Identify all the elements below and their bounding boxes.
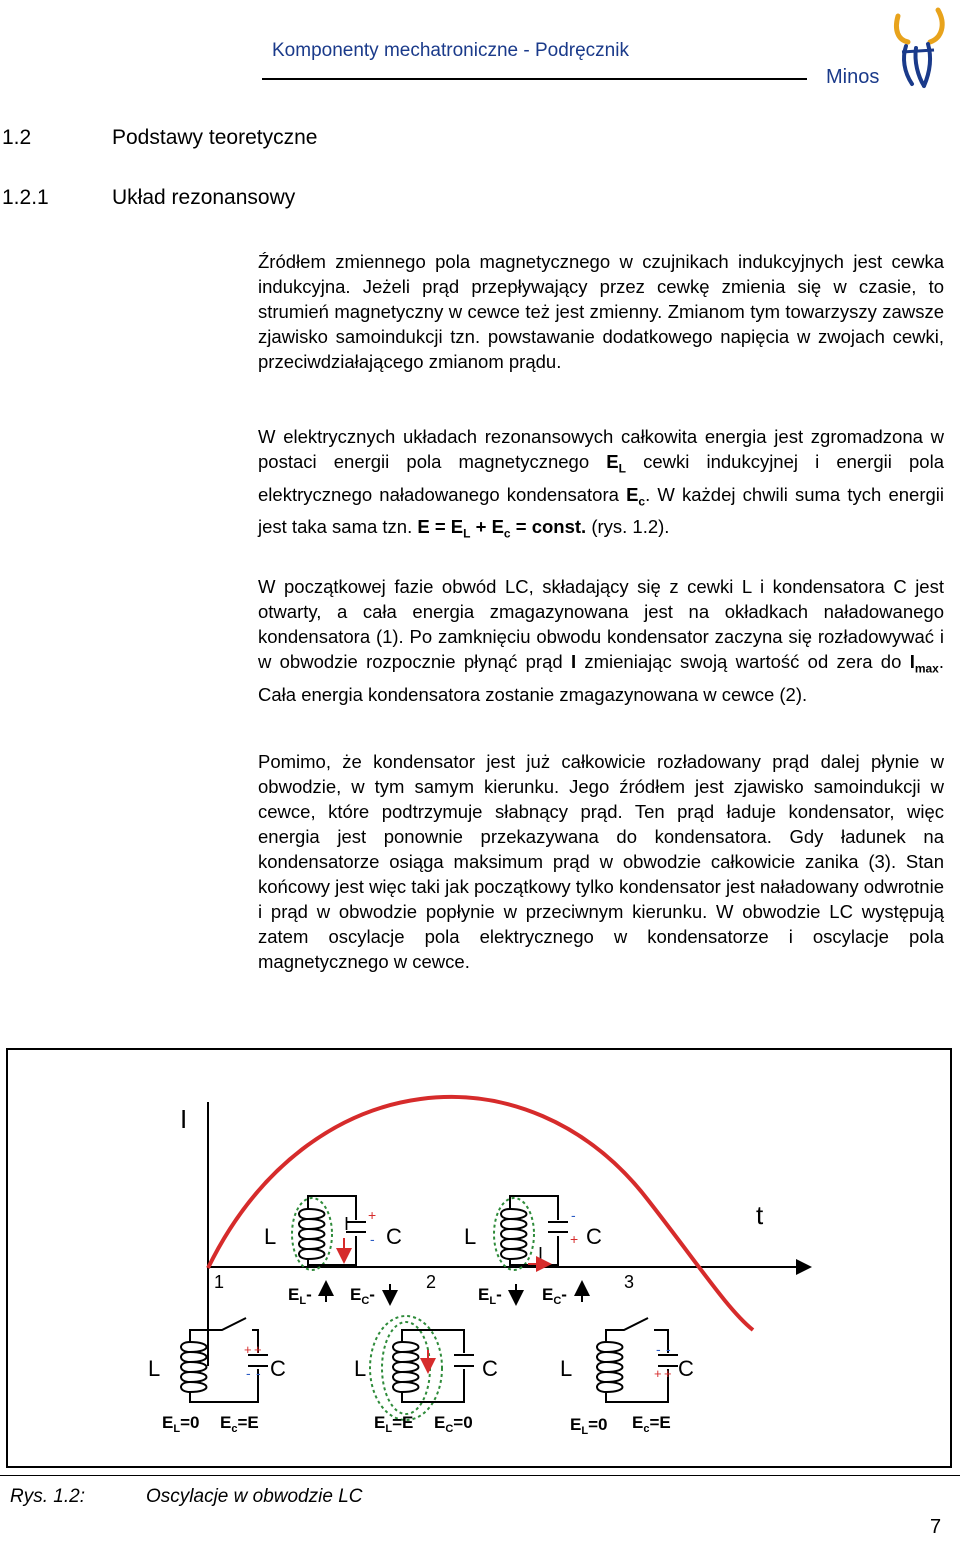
b3-minus-1: - [656,1341,661,1357]
b2-c-label: C [482,1356,498,1381]
mid2-l-label: L [464,1224,477,1249]
b3-c-label: C [678,1356,694,1381]
section-number: 1.2 [2,126,32,149]
paragraph-3: W początkowej fazie obwód LC, składający się z cewki L i kondensatora C jest otwarty, a cała energia zmagazynowana jest na okładkach naładowanego kondensatora (1). Po zamknięciu obwodu kondensator zaczyna się rozładowywać i w obwodzie rozpocznie płynąć prąd I zmieniając swoją wartość od zera do $I_{max}$. Cała energia kondensatora zostanie zmagazynowana w cewce (2). [258,576,944,705]
point-label-2: 2 [426,1272,437,1292]
b1-plus-1: + [244,1342,252,1357]
b3-plus-1: + [654,1366,662,1381]
b1-c-label: C [270,1356,286,1381]
header-rule [262,78,807,80]
lc-oscillation-diagram [8,1050,950,1466]
mid1-plus: + [368,1207,377,1223]
b1-ec-label: $E_c=E$ [220,1413,259,1435]
axis-t-label: t [756,1200,764,1230]
mid1-ec-label: $E_C-$ [350,1285,375,1307]
b1-el-label: $E_L=0$ [162,1413,200,1435]
mid-circuit-1 [264,1196,402,1307]
b1-plus-2: + [254,1342,262,1357]
mid-circuit-2 [464,1196,602,1307]
b2-ec-label: $E_C=0$ [434,1413,473,1435]
document-header-brand: Minos [826,66,880,88]
b3-plus-2: + [664,1366,672,1381]
point-label-1: 1 [214,1272,225,1292]
bottom-circuit-2 [354,1316,498,1435]
mid2-ec-label: $E_C-$ [542,1285,567,1307]
b2-l-label: L [354,1356,367,1381]
figure-lc-oscillation [6,1048,952,1468]
page-number: 7 [930,1516,942,1538]
mid1-c-label: C [386,1224,402,1249]
mid1-l-label: L [264,1224,277,1249]
bottom-circuit-3 [560,1318,694,1437]
mid2-minus: - [571,1207,576,1223]
mid2-plus: + [570,1231,579,1247]
section-title: Podstawy teoretyczne [112,126,318,149]
subsection-title: Układ rezonansowy [112,186,296,209]
mid1-minus: - [370,1231,375,1247]
paragraph-1: Źródłem zmiennego pola magnetycznego w czujnikach indukcyjnych jest cewka indukcyjna. Jeżeli prąd przepływający przez cewkę zmienia się w czasie, to strumień magnetyczny w cewce też jest zmienny. Zmianom tym towarzyszy zawsze zjawisko samoindukcji tzn. powstawanie dodatkowego napięcia w zwojach cewki, przeciwdziałającego zmianom prądu. [258,251,944,372]
paragraph-4: Pomimo, że kondensator jest już całkowicie rozładowany prąd dalej płynie w obwodzie, w tym samym kierunku. Jego źródłem jest zjawisko samoindukcji w cewce, które podtrzymuje słabnący prąd. Ten prąd ładuje kondensator, więc energia jest ponownie przekazywana do kondensatora. Gdy ładunek na kondensatorze osiąga maksimum prąd w obwodzie całkowicie zanika (3). Stan końcowy jest więc taki jak początkowy tylko kondensator jest naładowany odwrotnie i prąd w obwodzie popłynie w przeciwnym kierunku. W obwodzie LC występują zatem oscylacje pola elektrycznego w kondensatorze i oscylacje pola magnetycznego w cewce. [258,751,944,972]
b1-minus-1: - [246,1365,251,1381]
mid2-c-label: C [586,1224,602,1249]
b1-l-label: L [148,1356,161,1381]
mid2-el-label: $E_L-$ [478,1285,502,1307]
subsection-heading [2,186,702,214]
caption-rule [0,1475,960,1476]
b3-l-label: L [560,1356,573,1381]
figure-caption-number: Rys. 1.2: [10,1486,85,1507]
mid1-el-label: $E_L-$ [288,1285,312,1307]
bottom-circuit-1 [148,1318,286,1435]
figure-caption-text: Oscylacje w obwodzie LC [146,1486,363,1507]
b3-el-label: $E_L=0$ [570,1415,608,1437]
mid1-i-label: I [344,1214,350,1234]
document-header-title: Komponenty mechatroniczne - Podręcznik [272,40,629,61]
subsection-number: 1.2.1 [2,186,49,209]
mid2-i-label: I [538,1244,544,1264]
point-label-3: 3 [624,1272,635,1292]
b2-el-label: $E_L=E$ [374,1413,414,1435]
b1-minus-2: - [256,1365,261,1381]
b3-minus-2: - [666,1341,671,1357]
paragraph-2: W elektrycznych układach rezonansowych całkowita energia jest zgromadzona w postaci energii pola magnetycznego $E_L$ cewki indukcyjnej i energii pola elektrycznego naładowanego kondensatora $E_c$. W każdej chwili suma tych energii jest taka sama tzn. $E = E_L + E_c$ = const. (rys. 1.2). [258,426,944,542]
minos-logo-icon [884,6,952,90]
b3-ec-label: $E_c=E$ [632,1413,671,1435]
axis-i-label: I [180,1104,188,1134]
section-heading [2,126,702,154]
